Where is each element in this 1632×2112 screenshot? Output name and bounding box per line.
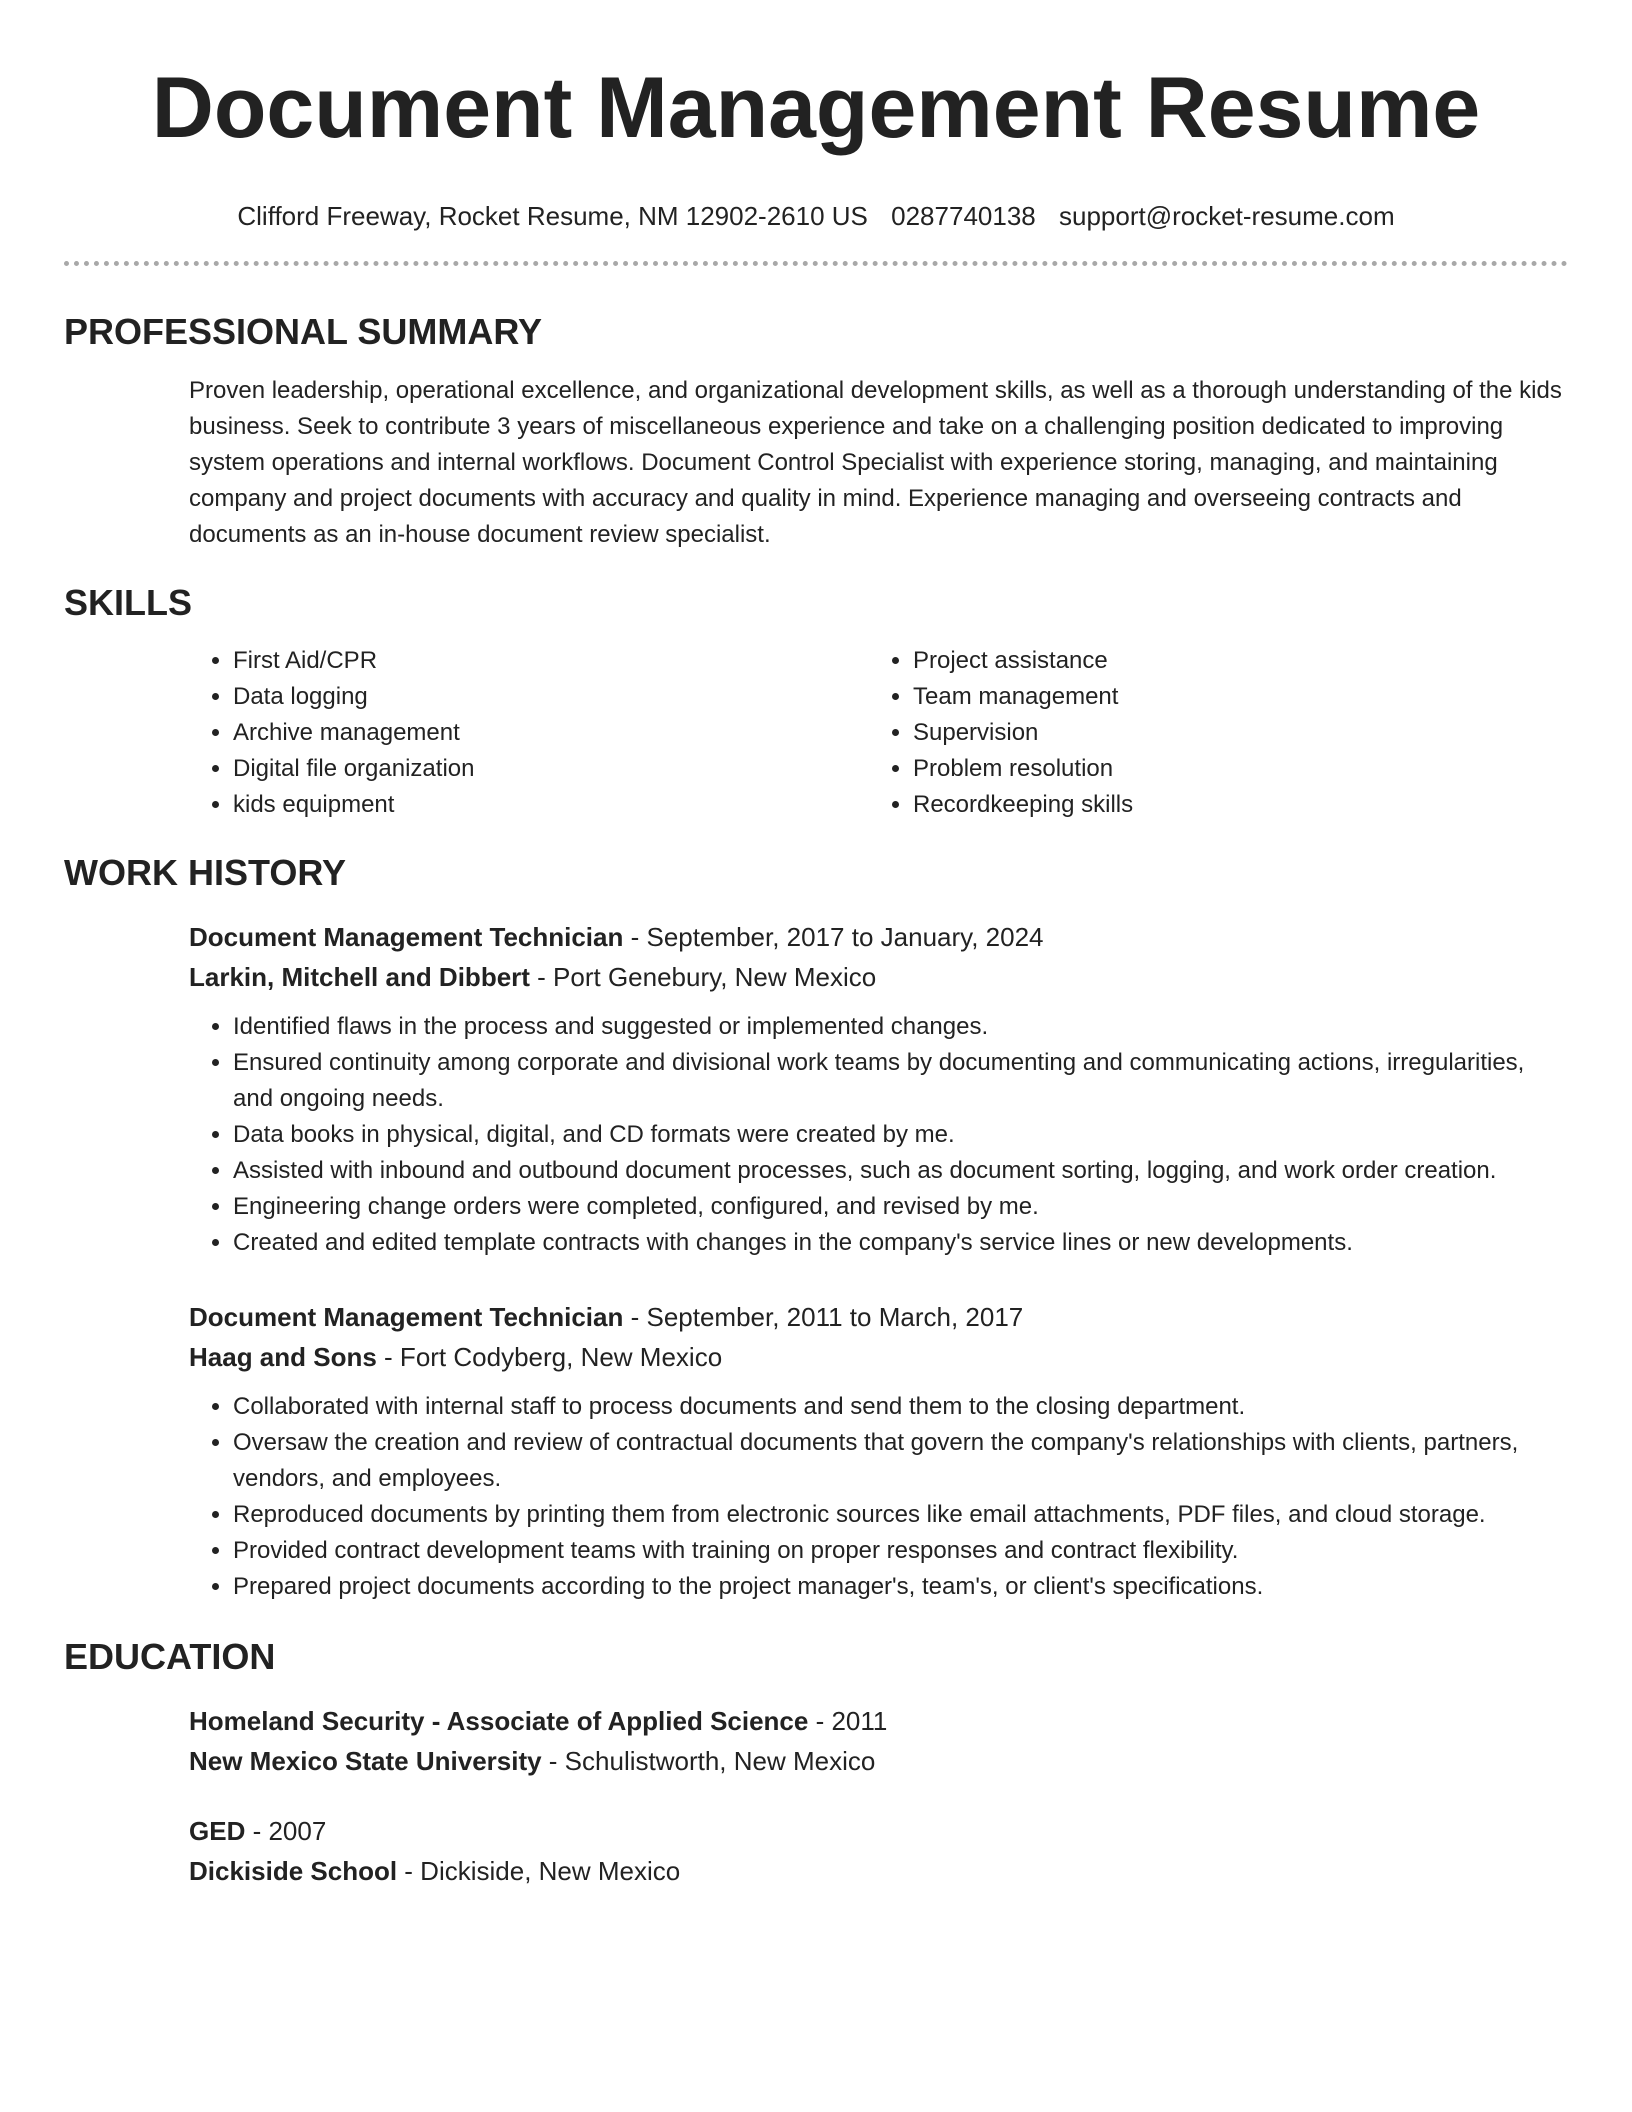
- job-bullet: • Created and edited template contracts with changes in the company's service lines or new developments.: [233, 1225, 1568, 1261]
- contact-line: [64, 198, 1568, 234]
- job-bullet: • Identified flaws in the process and suggested or implemented changes.: [233, 1009, 1568, 1045]
- summary-text: Proven leadership, operational excellence, and organizational development skills, as well as a thorough understanding of the kids business. Seek to contribute 3 years of miscellaneous experience and take on a challenging position dedicated to improving system operations and internal workflows. Document Control Specialist with experience storing, managing, and maintaining company and project documents with accuracy and quality in mind. Experience managing and overseeing contracts and documents as an in-house document review specialist.: [189, 377, 1562, 548]
- contact-email: support@rocket-resume.com: [1058, 201, 1395, 231]
- job-bullet: • Prepared project documents according to the project manager's, team's, or client's specifications.: [233, 1569, 1568, 1605]
- resume-title: Document Management Resume: [151, 60, 1481, 156]
- education-degree: GED: [189, 1816, 246, 1846]
- education-school-line: [189, 1851, 1568, 1891]
- job-dates: - September, 2011 to March, 2017: [623, 1302, 1024, 1332]
- contact-address: Clifford Freeway, Rocket Resume, NM 12902-2610 US: [237, 201, 868, 231]
- skill-item: • Team management: [913, 679, 1133, 715]
- skill-item: • Supervision: [913, 715, 1133, 751]
- job-company: Haag and Sons: [189, 1342, 377, 1372]
- skill-item: • Problem resolution: [913, 751, 1133, 787]
- job-role: Document Management Technician: [189, 922, 624, 952]
- skills-column-right: [869, 643, 1133, 823]
- job-bullets: [189, 1389, 1568, 1605]
- skill-item: • Recordkeeping skills: [913, 787, 1133, 823]
- job-company-line: [189, 957, 1568, 997]
- section-title-summary: PROFESSIONAL SUMMARY: [64, 311, 543, 352]
- education-degree: Homeland Security - Associate of Applied Science: [189, 1706, 809, 1736]
- skill-item: • Archive management: [233, 715, 869, 751]
- education-entry: [189, 1701, 1568, 1781]
- header-divider: [64, 261, 1568, 266]
- education-year: - 2007: [245, 1816, 327, 1846]
- job-location: - Port Genebury, New Mexico: [529, 962, 877, 992]
- job-company: Larkin, Mitchell and Dibbert: [189, 962, 530, 992]
- job-bullets: [189, 1009, 1568, 1261]
- education-year: - 2011: [808, 1706, 888, 1736]
- education-entry: [189, 1811, 1568, 1891]
- skills-column-left: [189, 643, 869, 823]
- education-degree-line: [189, 1811, 1568, 1851]
- section-title-skills: SKILLS: [64, 582, 193, 623]
- job-company-line: [189, 1337, 1568, 1377]
- job-bullet: • Oversaw the creation and review of contractual documents that govern the company's relationships with clients, partners, vendors, and employees.: [233, 1425, 1568, 1497]
- job-entry: [189, 1297, 1568, 1605]
- job-bullet: • Engineering change orders were completed, configured, and revised by me.: [233, 1189, 1568, 1225]
- job-bullet: • Assisted with inbound and outbound document processes, such as document sorting, logging, and work order creation.: [233, 1153, 1568, 1189]
- job-role: Document Management Technician: [189, 1302, 624, 1332]
- job-entry: [189, 917, 1568, 1261]
- job-role-line: [189, 1297, 1568, 1337]
- section-title-work-history: WORK HISTORY: [64, 852, 347, 893]
- skill-item: • First Aid/CPR: [233, 643, 869, 679]
- education-degree-line: [189, 1701, 1568, 1741]
- education-school: New Mexico State University: [189, 1746, 542, 1776]
- job-location: - Fort Codyberg, New Mexico: [376, 1342, 723, 1372]
- contact-phone: 0287740138: [891, 201, 1036, 231]
- skills-grid: [189, 643, 1568, 823]
- job-bullet: • Data books in physical, digital, and CD formats were created by me.: [233, 1117, 1568, 1153]
- job-bullet: • Reproduced documents by printing them from electronic sources like email attachments, PDF files, and cloud storage.: [233, 1497, 1568, 1533]
- job-bullet: • Collaborated with internal staff to process documents and send them to the closing department.: [233, 1389, 1568, 1425]
- education-location: - Dickiside, New Mexico: [397, 1856, 681, 1886]
- education-school: Dickiside School: [189, 1856, 398, 1886]
- education-school-line: [189, 1741, 1568, 1781]
- section-title-education: EDUCATION: [64, 1636, 276, 1677]
- skill-item: • kids equipment: [233, 787, 869, 823]
- job-bullet: • Ensured continuity among corporate and divisional work teams by documenting and communicating actions, irregularities, and ongoing needs.: [233, 1045, 1568, 1117]
- job-dates: - September, 2017 to January, 2024: [623, 922, 1044, 952]
- job-bullet: • Provided contract development teams with training on proper responses and contract flexibility.: [233, 1533, 1568, 1569]
- skill-item: • Data logging: [233, 679, 869, 715]
- job-role-line: [189, 917, 1568, 957]
- skill-item: • Project assistance: [913, 643, 1133, 679]
- education-location: - Schulistworth, New Mexico: [541, 1746, 876, 1776]
- skill-item: • Digital file organization: [233, 751, 869, 787]
